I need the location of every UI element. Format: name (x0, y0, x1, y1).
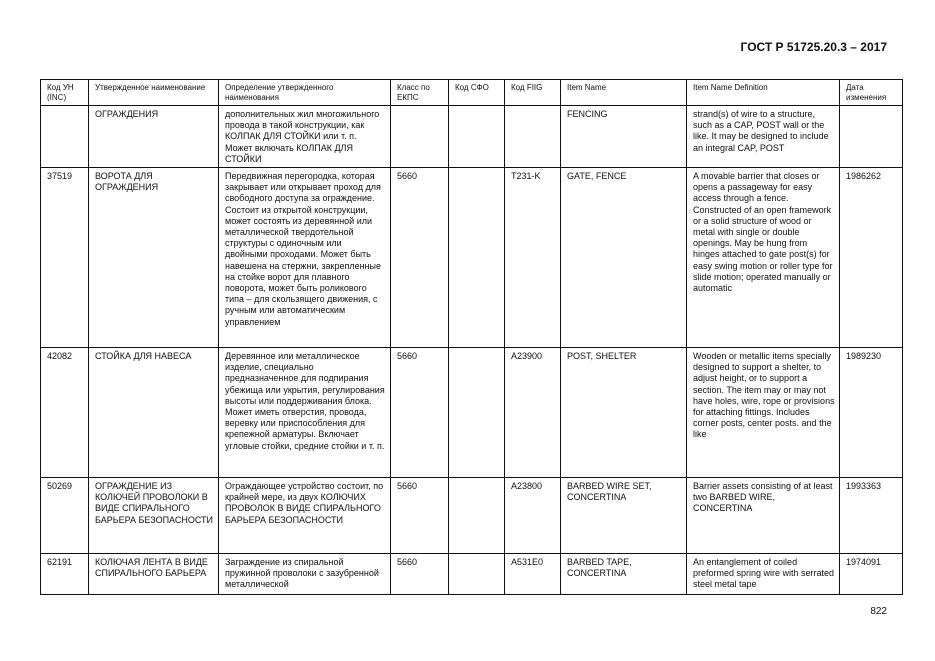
cell-item-name: BARBED WIRE SET, CONCERTINA (561, 478, 687, 554)
cell-fiig-code: A23800 (505, 478, 561, 554)
col-header-inc: Код УН (INC) (41, 80, 89, 106)
cell-change-date: 1989230 (840, 348, 903, 478)
cell-inc (41, 106, 89, 168)
cell-inc: 62191 (41, 554, 89, 595)
specification-table (40, 79, 903, 595)
cell-definition-ru: дополнительных жил многожильного провода в такой конструкции, как КОЛПАК ДЛЯ СТОЙКИ или т. п. Может включать КОЛПАК ДЛЯ СТОЙКИ (219, 106, 391, 168)
cell-change-date: 1974091 (840, 554, 903, 595)
table-row (41, 348, 903, 478)
cell-name-ru: СТОЙКА ДЛЯ НАВЕСА (89, 348, 219, 478)
cell-fiig-code (505, 106, 561, 168)
cell-change-date: 1986262 (840, 168, 903, 348)
cell-name-ru: ВОРОТА ДЛЯ ОГРАЖДЕНИЯ (89, 168, 219, 348)
table-row (41, 168, 903, 348)
cell-sfo-code (449, 478, 505, 554)
cell-ekps-class: 5660 (391, 348, 449, 478)
col-header-sfo-code: Код СФО (449, 80, 505, 106)
document-standard-number: ГОСТ Р 51725.20.3 – 2017 (740, 40, 887, 54)
col-header-name-ru: Утвержденное наименование (89, 80, 219, 106)
cell-ekps-class (391, 106, 449, 168)
cell-item-name: POST, SHELTER (561, 348, 687, 478)
cell-ekps-class: 5660 (391, 478, 449, 554)
cell-definition-ru: Передвижная перегородка, которая закрывает или открывает проход для свободного доступа за ограждение. Состоит из открытой конструкции, может состоять из деревянной или металлической твердотельной структуры с одиночным или двойными проходами. Может быть навешена на стержни, закрепленные на стойке ворот для плавного поворота, может быть роликового типа – для скользящего движения, с ручным или автоматическим управлением (219, 168, 391, 348)
cell-ekps-class: 5660 (391, 168, 449, 348)
cell-ekps-class: 5660 (391, 554, 449, 595)
cell-fiig-code: T231-K (505, 168, 561, 348)
table-header-row (41, 80, 903, 106)
table-row (41, 554, 903, 595)
cell-item-name: FENCING (561, 106, 687, 168)
cell-inc: 42082 (41, 348, 89, 478)
cell-sfo-code (449, 106, 505, 168)
cell-item-name: GATE, FENCE (561, 168, 687, 348)
cell-definition-ru: Ограждающее устройство состоит, по крайней мере, из двух КОЛЮЧИХ ПРОВОЛОК В ВИДЕ СПИРАЛЬНОГО БАРЬЕРА БЕЗОПАСНОСТИ (219, 478, 391, 554)
col-header-item-definition: Item Name Definition (687, 80, 840, 106)
cell-sfo-code (449, 554, 505, 595)
cell-change-date: 1993363 (840, 478, 903, 554)
cell-item-name: BARBED TAPE, CONCERTINA (561, 554, 687, 595)
cell-change-date (840, 106, 903, 168)
col-header-ekps-class: Класс по ЕКПС (391, 80, 449, 106)
table-row (41, 478, 903, 554)
col-header-definition-ru: Определение утвержденного наименования (219, 80, 391, 106)
col-header-item-name: Item Name (561, 80, 687, 106)
cell-item-definition: Barrier assets consisting of at least two BARBED WIRE, CONCERTINA (687, 478, 840, 554)
cell-fiig-code: A531E0 (505, 554, 561, 595)
cell-inc: 50269 (41, 478, 89, 554)
cell-inc: 37519 (41, 168, 89, 348)
cell-item-definition: strand(s) of wire to a structure, such as a CAP, POST wall or the like. It may be designed to include an integral CAP, POST (687, 106, 840, 168)
col-header-fiig-code: Код FIIG (505, 80, 561, 106)
page-number: 822 (870, 606, 887, 617)
cell-item-definition: Wooden or metallic items specially designed to support a shelter, to adjust height, or to support a section. The item may or may not have holes, wire, rope or provisions for attaching fittings. Includes corner posts, center posts. and the like (687, 348, 840, 478)
cell-name-ru: ОГРАЖДЕНИЕ ИЗ КОЛЮЧЕЙ ПРОВОЛОКИ В ВИДЕ СПИРАЛЬНОГО БАРЬЕРА БЕЗОПАСНОСТИ (89, 478, 219, 554)
cell-fiig-code: A23900 (505, 348, 561, 478)
cell-definition-ru: Деревянное или металлическое изделие, специально предназначенное для подпирания убежища или укрытия, регулирования высоты или поддерживания блока. Может иметь отверстия, провода, веревку или приспособления для крепежной арматуры. Включает угловые стойки, средние стойки и т. п. (219, 348, 391, 478)
table-row (41, 106, 903, 168)
cell-sfo-code (449, 168, 505, 348)
col-header-change-date: Дата изменения (840, 80, 903, 106)
cell-name-ru: ОГРАЖДЕНИЯ (89, 106, 219, 168)
cell-item-definition: A movable barrier that closes or opens a passageway for easy access through a fence. Constructed of an open framework or a solid structure of wood or metal with single or double openings. May be hung from hinges attached to gate post(s) for easy swing motion or roller type for slide motion; operated manually or automatic (687, 168, 840, 348)
cell-definition-ru: Заграждение из спиральной пружинной проволоки с зазубренной металлической (219, 554, 391, 595)
cell-sfo-code (449, 348, 505, 478)
cell-item-definition: An entanglement of coiled preformed spring wire with serrated steel metal tape (687, 554, 840, 595)
cell-name-ru: КОЛЮЧАЯ ЛЕНТА В ВИДЕ СПИРАЛЬНОГО БАРЬЕРА (89, 554, 219, 595)
